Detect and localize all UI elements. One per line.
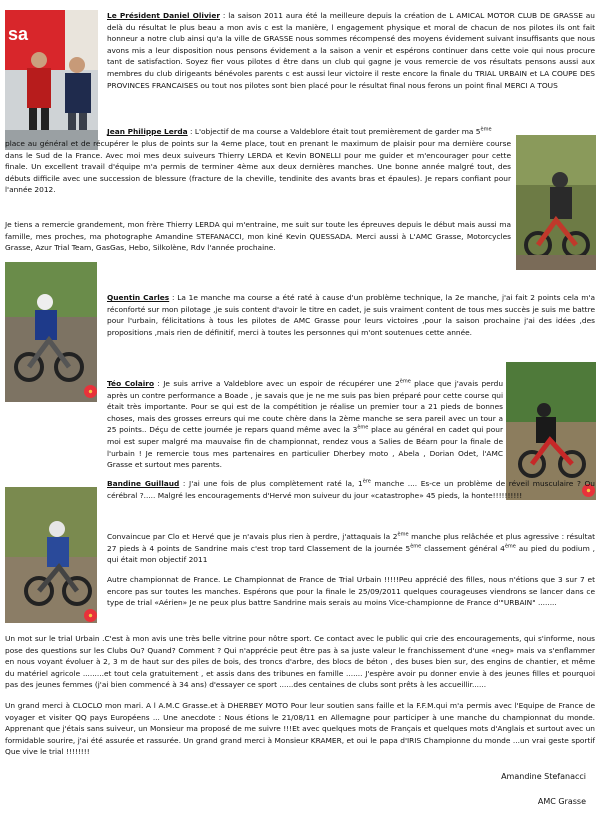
paragraph-bandine-result: Convaincue par Clo et Hervé que je n'avais plus rien à perdre, j'attaquais la 2ème manche plus relâchée et plus agressive : résultat 27 pieds à 4 points de Sandrine mais c'est trop tard Classement de la journée 5ème classement général 4ème au pied du podium , qui était mon objectif 2011 <box>107 531 596 565</box>
paragraph-teo-intro: Téo Colairo : Je suis arrive a Valdeblore avec un espoir de récupérer une 2ème place que j'avais perdu après un contre performance a Boade , je savais que je ne me suis pas bien préparé pour cette course qui était très importante. Pour se qui est de la compétition je réalise un premier tour a 21 pieds de bonnes choses, mais des grosses erreurs qui me coute chère dans la 2ème manche se sera pareil avec un tour a 25 points.. Déçu de cette journée je repars quand même avec la 3ème place au général en cadet qui pour moi est super malgré ma mauvaise fin de championnat, rendez vous a Salies de Béarn pour la finale de l'urbain ! Je remercie tous mes partenaires en particulier Dherbey moto , Abela , Dorian Odet, l'AMC Grasse et surtout mes parents. <box>107 378 504 470</box>
paragraph-quentin: Quentin Carles : La 1e manche ma course a été raté à cause d'un problème technique, la 2e manche, j'ai fait 2 points cela m'a réconforté sur mon pilotage ,je suis content d'avoir le titre en cadet, je suis vraiment content de tous mes succès je suis me battre pour l'urbain, félicitations à tous les pilotes de AMC Grasse pour leurs victoires ,pour la saison prochaine j'ai des idées ,des propositions ,mais rien de définitif, merci à toutes les personnes qui m'ont soutenues cette année. <box>107 293 595 337</box>
name-jean-philippe: Jean Philippe Lerda <box>107 127 188 136</box>
photo-president <box>5 10 98 150</box>
flower-icon <box>84 609 97 622</box>
signature-author: Amandine Stefanacci <box>501 772 586 781</box>
paragraph-urban-trial: Un mot sur le trial Urbain .C'est à mon avis une très belle vitrine pour nôtre sport. Ce contact avec le public qui crie des encouragements, qui s'informe, nous pose des questions sur les Clubs Ou? Quand? Comment ? Qui n'apprécie peut être pas à sa juste valeur le franchissement d'une «neg» mais va s'enflammer en nous voyant évoluer à 2, 3 m de haut sur des piles de bois, des troncs d'arbre, des blocs de béton , des buses bien sur, des engins de chantier, et même du matériel agricole .........et tout cela gratuitement , et assis dans des tribunes en famille ....... J'espère avoir pu donner envie à des jeunes filles et pourquoi pas des jeunes femmes (j'ai bien commencé à 34 ans) d'essayer ce sport ......des centaines de clubs sont prêts à les accueillir...... <box>5 634 595 690</box>
name-president: Le Président Daniel Olivier <box>107 11 220 20</box>
photo-jean-philippe <box>516 135 596 270</box>
banner-text: sa <box>8 24 29 44</box>
name-teo: Téo Colairo <box>107 379 155 388</box>
flower-icon <box>84 385 97 398</box>
paragraph-bandine: Bandine Guillaud : J'ai une fois de plus complètement raté la, 1ère manche .... Es-ce un problème de réveil musculaire ? Ou cérébral ?..... Malgré les encouragements d'Hervé mon suiveur du jour «catastrophe» 45 pieds, la honte!!!!!!!!!! <box>107 478 595 500</box>
paragraph-urban-championship: Autre championnat de France. Le Championnat de France de Trial Urbain !!!!!Peu apprécié des filles, nous n'étions que 3 sur 7 et encore pas sur toutes les manches. Espérons que pour la finale le 25/09/2011 quelques courageuses viendrons se lancer dans ce type de trial «Aérien» Je ne peux plus battre Sandrine mais serais au moins Vice-championne de France d'"URBAIN" ........ <box>107 575 595 608</box>
paragraph-thanks: Je tiens a remercie grandement, mon frère Thierry LERDA qui m'entraine, me suit sur toute les épreuves depuis le début mais aussi ma famille, mes proches, ma photographe Amandine STEFANACCI, mon kiné Kevin QUESSADA. Merci aussi à L'AMC Grasse, Motorcycles Grasse, Azur Trial Team, GasGas, Hebo, Silkolène, Rdv l'année prochaine. <box>5 220 511 253</box>
paragraph-president <box>107 10 595 91</box>
paragraph-final-thanks: Un grand merci à CLOCLO mon mari. A l A.M.C Grasse.et à DHERBEY MOTO Pour leur soutien sans faille et la F.F.M.qui m'a permis avec l'Equipe de France de voyager et visiter QQ pays Européens ... Une anecdote : Nous étions le 21/08/11 en Allemagne pour participer à une manche du championnat du monde. Apprenant que j'étais sans suiveur, un Monsieur ma proposé de me suivre !!!Et avec quelques mots de Français et quelques mots d'Anglais et surtout avec un formidable sourire, j'ai été assurée et rassurée. Un grand grand merci à Monsieur KRAMER, et oui le papa d'IRIS Championne du monde ...un vrai geste sportif Que vive le trial !!!!!!!! <box>5 701 595 757</box>
signature-club: AMC Grasse <box>537 797 586 806</box>
text-president: : la saison 2011 aura été la meilleure depuis la création de L AMICAL MOTOR CLUB DE GRASSE au delà du résultat le plus beau a mon avis c est la manière, l engagement physique et moral de chacun de nos pilotes ils ont fait honneur a notre club ainsi qu'a la ville de GRASSE nous sommes récompensé des moyens évidement suivant insuffisants que nous avons mis a leur disposition nous pensons évidement a la saison a venir et espérons continuer dans cette voie qui nous procure tant de satisfaction. Soyez fier vous pilotes d être dans un club qui gagne je vous remercie de vos résultats pensons aussi aux membres du club dirigeants bénévoles parents c est aussi leur victoire il reste encore la finale du TRIAL URBAIN et LA COUPE DES PROVINCES FRANCAISES ou tout nos pilotes sont bien placé pour le résultat final nous ferons un point final MERCI A TOUS <box>107 11 595 90</box>
name-quentin: Quentin Carles <box>107 293 170 302</box>
paragraph-jean-philippe: Jean Philippe Lerda : L'objectif de ma course a Valdeblore était tout premièrement de garder ma 5ème <box>107 126 492 136</box>
photo-quentin <box>5 262 97 402</box>
photo-bandine <box>5 487 97 623</box>
paragraph-jean-philippe-cont: place au général et de récupérer le plus de points sur la 4eme place, tout en prenant le maximum de plaisir pour ma dernière course dans le Sud de la France. Avec moi mes deux suiveurs Thierry LERDA et Kevin BONELLI pour me guider et m'encourager pour cette finale. Un excellent travail d'équipe m'a permis de terminer 4ème aux deux dernières manches. Une bonne année malgré tout, des débuts difficile avec une succession de blessure (fracture de la cheville, tendinite des avants bras et épaules). Je repars confiant pour l'année 2012. <box>5 139 511 195</box>
name-bandine: Bandine Guillaud <box>107 479 180 488</box>
